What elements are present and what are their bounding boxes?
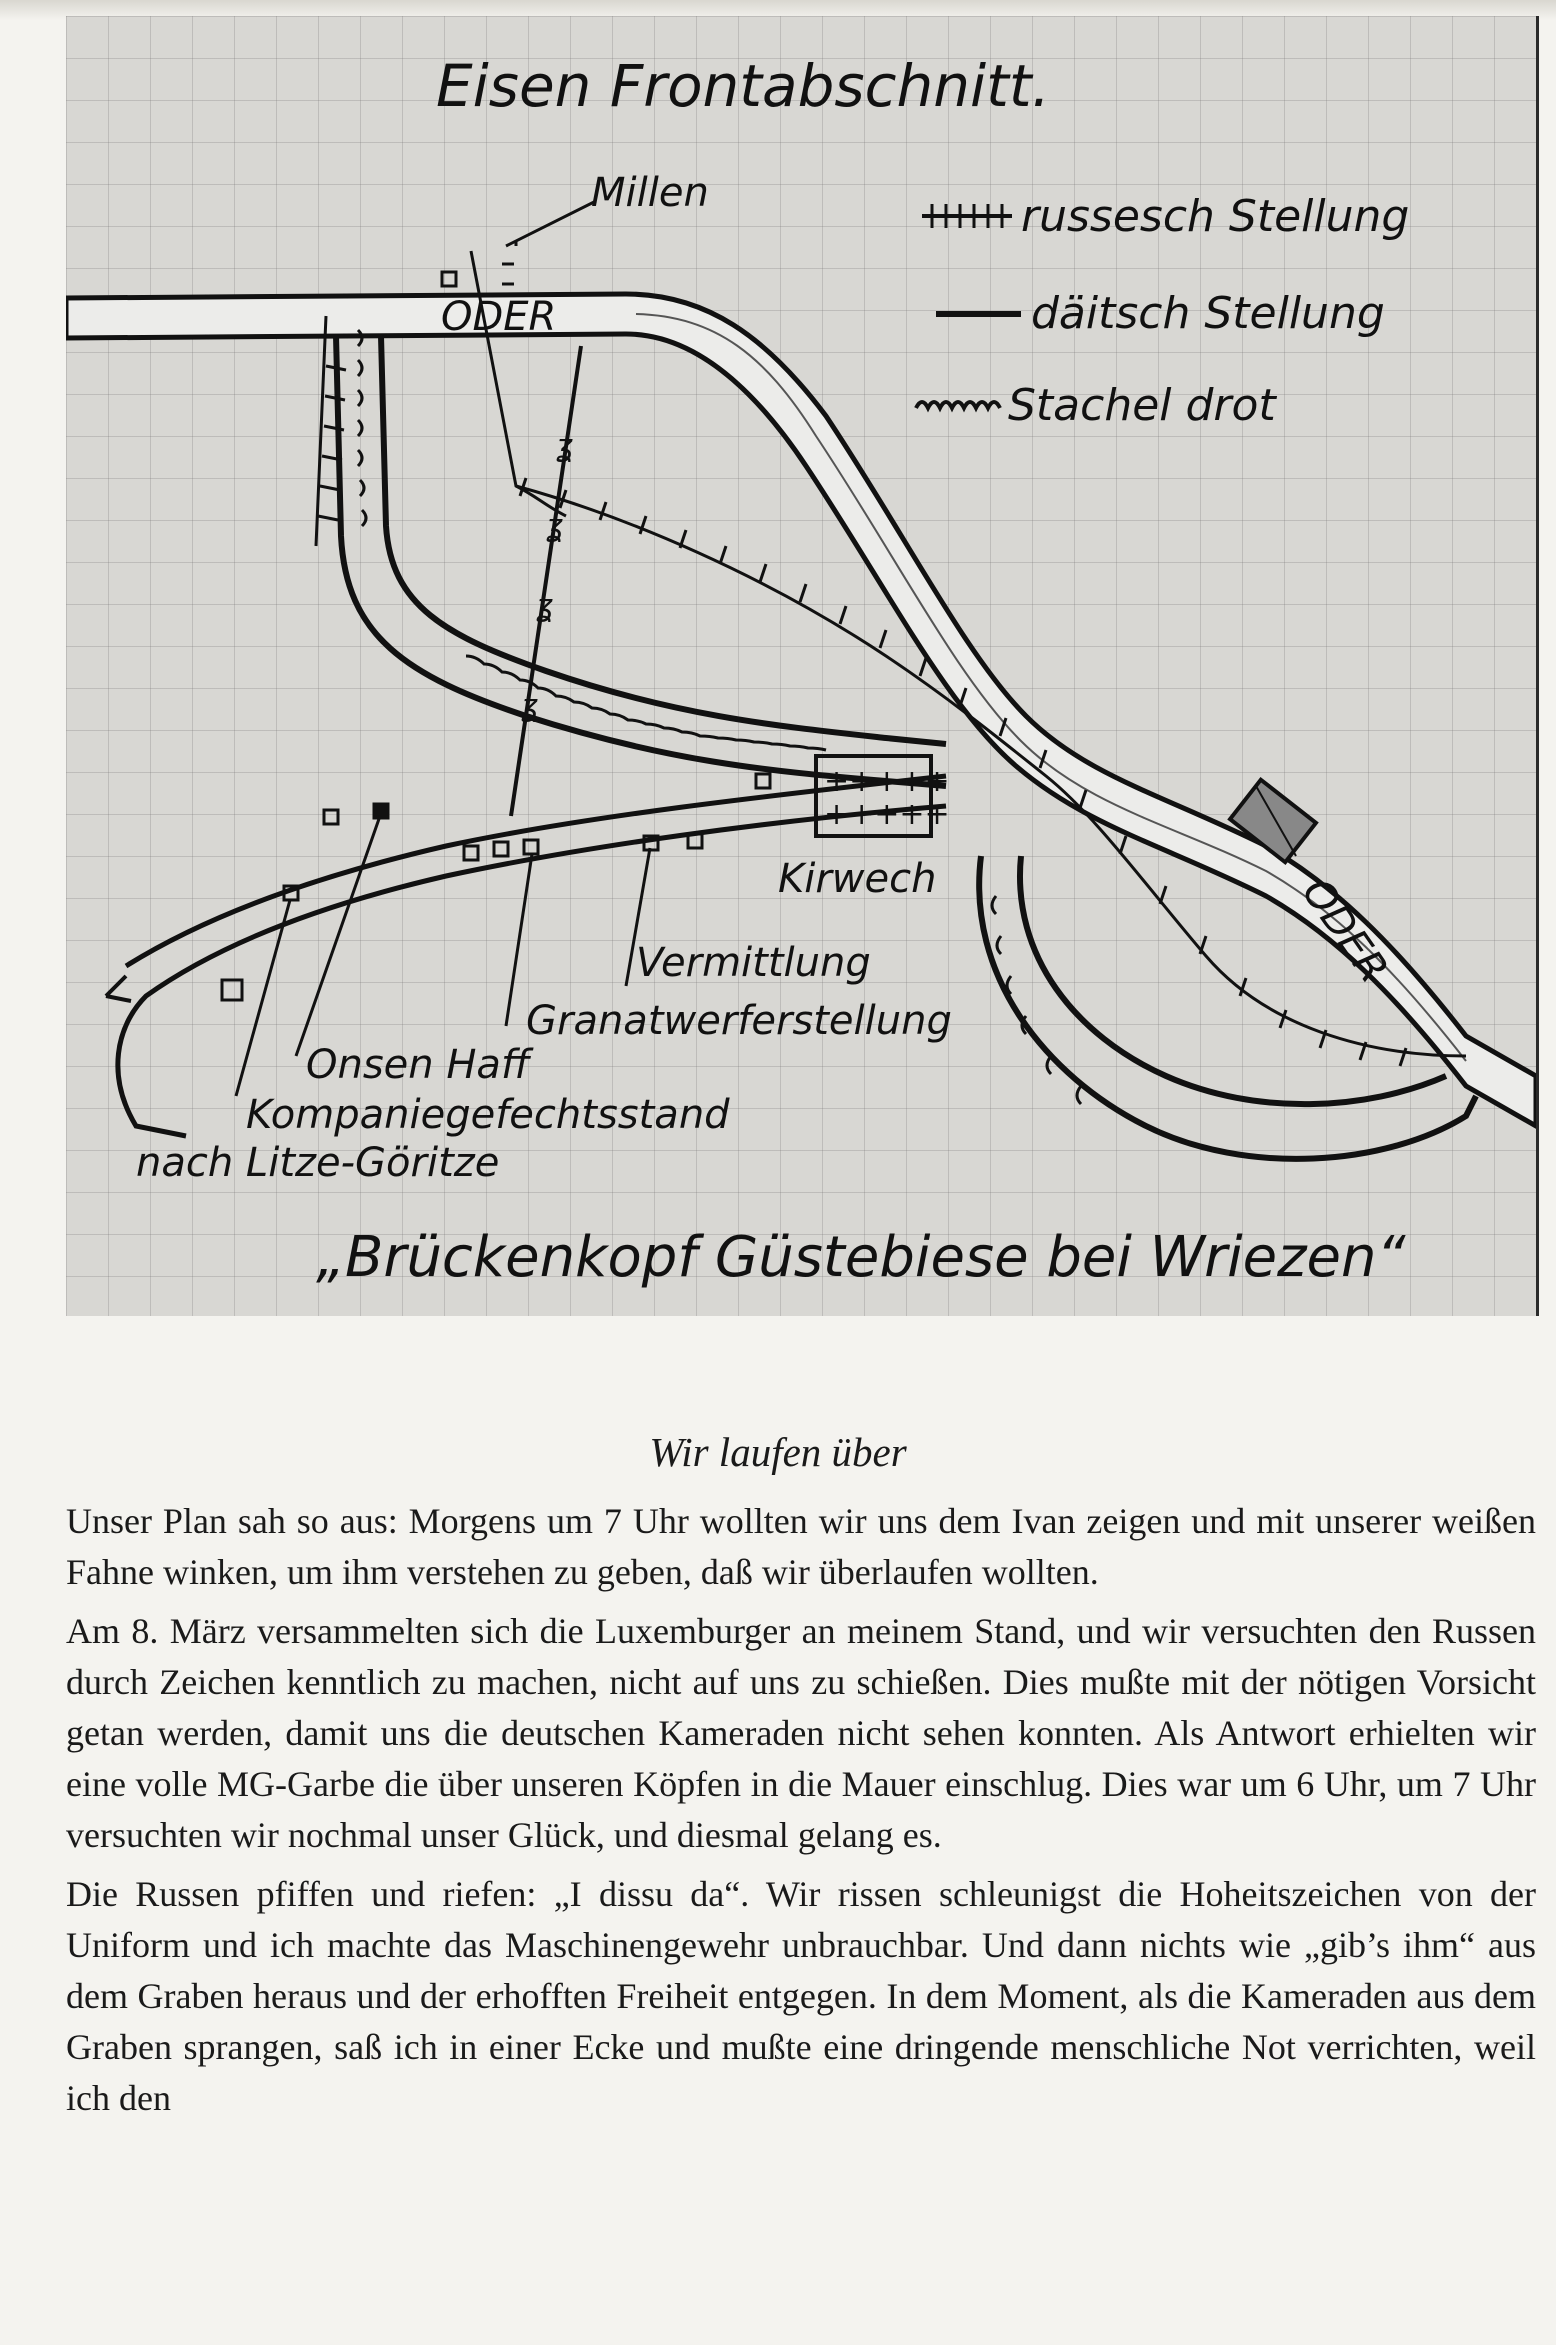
article-body: [66, 1496, 1536, 2132]
building-4: [494, 842, 508, 856]
arrow-left-icon: [106, 976, 131, 1001]
oder-label-right: ODER: [1292, 870, 1397, 992]
road-wire-3: ʓ: [536, 589, 554, 624]
legend: [916, 191, 1409, 431]
crosses-row-1: +++++: [824, 764, 950, 799]
map-title: Eisen Frontabschnitt.: [436, 52, 1051, 120]
legend-russian-label: russesch Stellung: [1021, 191, 1410, 242]
paragraph-1: Unser Plan sah so aus: Morgens um 7 Uhr wollten wir uns dem Ivan zeigen und mit unserer weißen Fahne winken, um ihm verstehen zu geben, daß wir überlaufen wollten.: [66, 1501, 1536, 1592]
building-1: [756, 774, 770, 788]
oder-label-top: ODER: [441, 294, 557, 340]
legend-russian-symbol: [922, 204, 1012, 228]
road-wire-2: ʓ: [546, 509, 564, 544]
map-drawing: [66, 16, 1536, 1316]
label-granatwerferstellung: Granatwerferstellung: [526, 998, 952, 1044]
section-heading: Wir laufen über: [649, 1429, 907, 1475]
pointer-millen: [506, 201, 596, 246]
crosses-row-2: +++++: [824, 797, 950, 832]
building-command-post: [374, 804, 388, 818]
building-2: [324, 810, 338, 824]
label-nach-litze-goeritze: nach Litze-Göritze: [136, 1140, 500, 1186]
label-vermittlung: Vermittlung: [636, 940, 871, 986]
building-onsen-haff: [222, 980, 242, 1000]
vertical-road: [511, 346, 581, 816]
label-kirwech: Kirwech: [778, 856, 937, 902]
diagonal-line: [471, 251, 566, 516]
building-5: [524, 840, 538, 854]
building-3: [464, 846, 478, 860]
pointer-kompanie: [236, 900, 290, 1096]
pointer-onsen-haff: [296, 816, 380, 1056]
legend-wire-label: Stachel drot: [1008, 380, 1276, 431]
road-wire-4: ʓ: [521, 689, 539, 724]
legend-wire-symbol: [916, 402, 1000, 408]
paragraph-2: Am 8. März versammelten sich die Luxemburger an meinem Stand, und wir versuchten den Russen durch Zeichen kenntlich zu machen, nicht auf uns zu schießen. Dies mußte mit der nötigen Vorsicht getan werden, damit uns die deutschen Kameraden nicht sehen konnten. Als Antwort erhielten wir eine volle MG-Garbe die über unseren Köpfen in die Mauer einschlug. Dies war um 6 Uhr, um 7 Uhr versuchten wir nochmal unser Glück, und diesmal gelang es.: [66, 1611, 1536, 1855]
millen-tick: [502, 241, 516, 284]
label-millen: Millen: [591, 170, 709, 216]
wire-left: [358, 330, 366, 526]
paragraph-3: Die Russen pfiffen und riefen: „I dissu da“. Wir rissen schleunigst die Hoheitszeichen von der Uniform und ich machte das Maschinengewehr unbrauchbar. Und dann nichts wie „gib’s ihm“ aus dem Graben heraus und der erhofften Freiheit entgegen. In dem Moment, als die Kameraden aus dem Graben sprangen, saß ich in einer Ecke und mußte eine dringende menschliche Not verrichten, weil ich den: [66, 1874, 1536, 2118]
label-kompaniegefechtsstand: Kompaniegefechtsstand: [246, 1092, 730, 1138]
german-trench-outer: [336, 336, 946, 786]
map-caption: „Brückenkopf Güstebiese bei Wriezen“: [316, 1225, 1406, 1290]
legend-german-label: däitsch Stellung: [1031, 288, 1385, 339]
road-wire-1: ʓ: [556, 429, 574, 464]
map-sketch: [66, 16, 1539, 1316]
label-onsen-haff: Onsen Haff: [306, 1042, 530, 1088]
building-mill: [442, 272, 456, 286]
